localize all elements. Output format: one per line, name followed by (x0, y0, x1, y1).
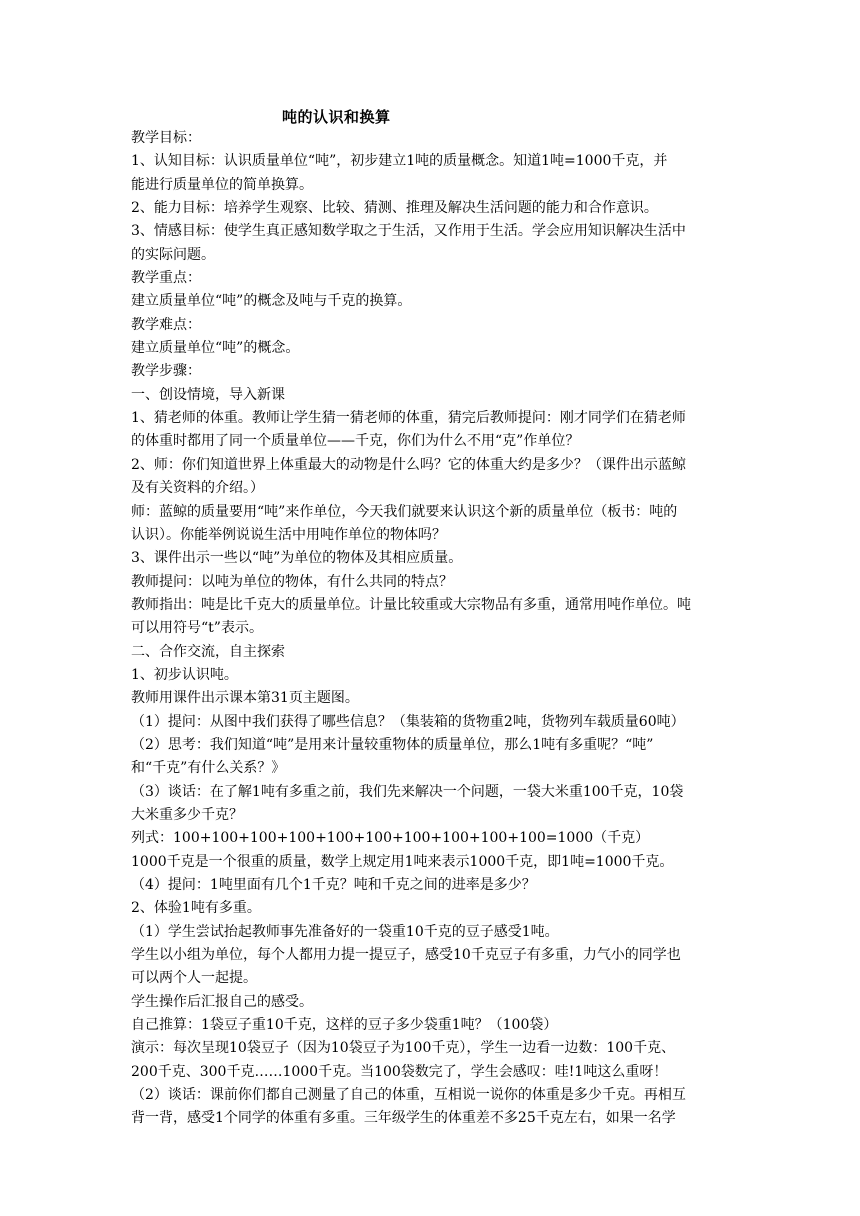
objective-emotion-line-2: 的实际问题。 (131, 246, 215, 263)
section-heading-objectives: 教学目标： (131, 130, 201, 146)
objective-cognitive-line-2: 能进行质量单位的简单换算。 (131, 176, 313, 193)
paragraph-line: 教师指出：吨是比千克大的质量单位。计量比较重或大宗物品有多重，通常用吨作单位。吨 (131, 596, 691, 613)
paragraph-line: 学生操作后汇报自己的感受。 (131, 993, 313, 1010)
paragraph-line: （2）思考：我们知道“吨”是用来计量较重物体的质量单位，那么1吨有多重呢？“吨” (131, 736, 654, 753)
paragraph-line: 3、课件出示一些以“吨”为单位的物体及其相应质量。 (131, 550, 463, 567)
paragraph-line: 1000千克是一个很重的质量，数学上规定用1吨来表示1000千克，即1吨=1000千克。 (131, 853, 674, 870)
section-heading-difficulties: 教学难点： (131, 316, 201, 333)
paragraph-line: 及有关资料的介绍。） (131, 480, 264, 497)
paragraph-line: 2、师：你们知道世界上体重最大的动物是什么吗？它的体重大约是多少？（课件出示蓝鲸 (131, 456, 686, 473)
paragraph-line: （4）提问：1吨里面有几个1千克？吨和千克之间的进率是多少？ (131, 877, 536, 893)
paragraph-line: （1）学生尝试抬起教师事先准备好的一袋重10千克的豆子感受1吨。 (131, 923, 559, 940)
paragraph-line: 背一背，感受1个同学的体重有多重。三年级学生的体重差不多25千克左右，如果一名学 (131, 1110, 676, 1127)
document-body (131, 127, 737, 1131)
paragraph-line: 200千克、300千克……1000千克。当100袋数完了，学生会感叹：哇!1吨这么重呀！ (131, 1063, 668, 1080)
paragraph-line: 教师提问：以吨为单位的物体，有什么共同的特点？ (131, 573, 453, 590)
paragraph-line: （2）谈话：课前你们都自己测量了自己的体重，互相说一说你的体重是多少千克。再相互 (131, 1087, 686, 1104)
difficulties-text: 建立质量单位“吨”的概念。 (131, 340, 300, 357)
paragraph-line: 大米重多少千克？ (131, 806, 243, 823)
paragraph-line: （3）谈话：在了解1吨有多重之前，我们先来解决一个问题，一袋大米重100千克，10袋 (131, 783, 684, 800)
paragraph-line: 学生以小组为单位，每个人都用力提一提豆子，感受10千克豆子有多重，力气小的同学也 (131, 947, 681, 964)
paragraph-line: 自己推算：1袋豆子重10千克，这样的豆子多少袋重1吨？（100袋） (131, 1017, 558, 1034)
paragraph-line: 师：蓝鲸的质量要用“吨”来作单位，今天我们就要来认识这个新的质量单位（板书：吨的 (131, 503, 678, 520)
paragraph-line: 可以用符号“t”表示。 (131, 620, 263, 637)
paragraph-line: 可以两个人一起提。 (131, 970, 257, 987)
objective-cognitive-line-1: 1、认知目标：认识质量单位“吨”，初步建立1吨的质量概念。知道1吨=1000千克，并 (131, 153, 668, 170)
document-title: 吨的认识和换算 (282, 108, 391, 126)
paragraph-line: 2、体验1吨有多重。 (131, 900, 261, 917)
section-heading-steps: 教学步骤： (131, 363, 201, 380)
objective-ability: 2、能力目标：培养学生观察、比较、猜测、推理及解决生活问题的能力和合作意识。 (131, 200, 658, 217)
paragraph-line: 1、初步认识吨。 (131, 666, 238, 683)
step-two-heading: 二、合作交流，自主探索 (131, 643, 285, 660)
section-heading-key-points: 教学重点： (131, 270, 201, 287)
paragraph-line: 演示：每次呈现10袋豆子（因为10袋豆子为100千克），学生一边看一边数：100千克、 (131, 1040, 676, 1057)
paragraph-line: 和“千克”有什么关系？》 (131, 760, 286, 777)
paragraph-line: 的体重时都用了同一个质量单位——千克，你们为什么不用“克”作单位？ (131, 433, 580, 450)
step-one-heading: 一、创设情境，导入新课 (131, 386, 285, 403)
paragraph-line: （1）提问：从图中我们获得了哪些信息？（集装箱的货物重2吨，货物列车载质量60吨） (131, 713, 685, 730)
equation-line: 列式：100+100+100+100+100+100+100+100+100+100=1000（千克） (131, 830, 650, 847)
paragraph-line: 1、猜老师的体重。教师让学生猜一猜老师的体重，猜完后教师提问：刚才同学们在猜老师 (131, 410, 686, 427)
key-points-text: 建立质量单位“吨”的概念及吨与千克的换算。 (131, 293, 412, 310)
paragraph-line: 教师用课件出示课本第31页主题图。 (131, 690, 359, 707)
objective-emotion-line-1: 3、情感目标：使学生真正感知数学取之于生活，又作用于生活。学会应用知识解决生活中 (131, 223, 686, 240)
paragraph-line: 认识）。你能举例说说生活中用吨作单位的物体吗？ (131, 526, 446, 543)
